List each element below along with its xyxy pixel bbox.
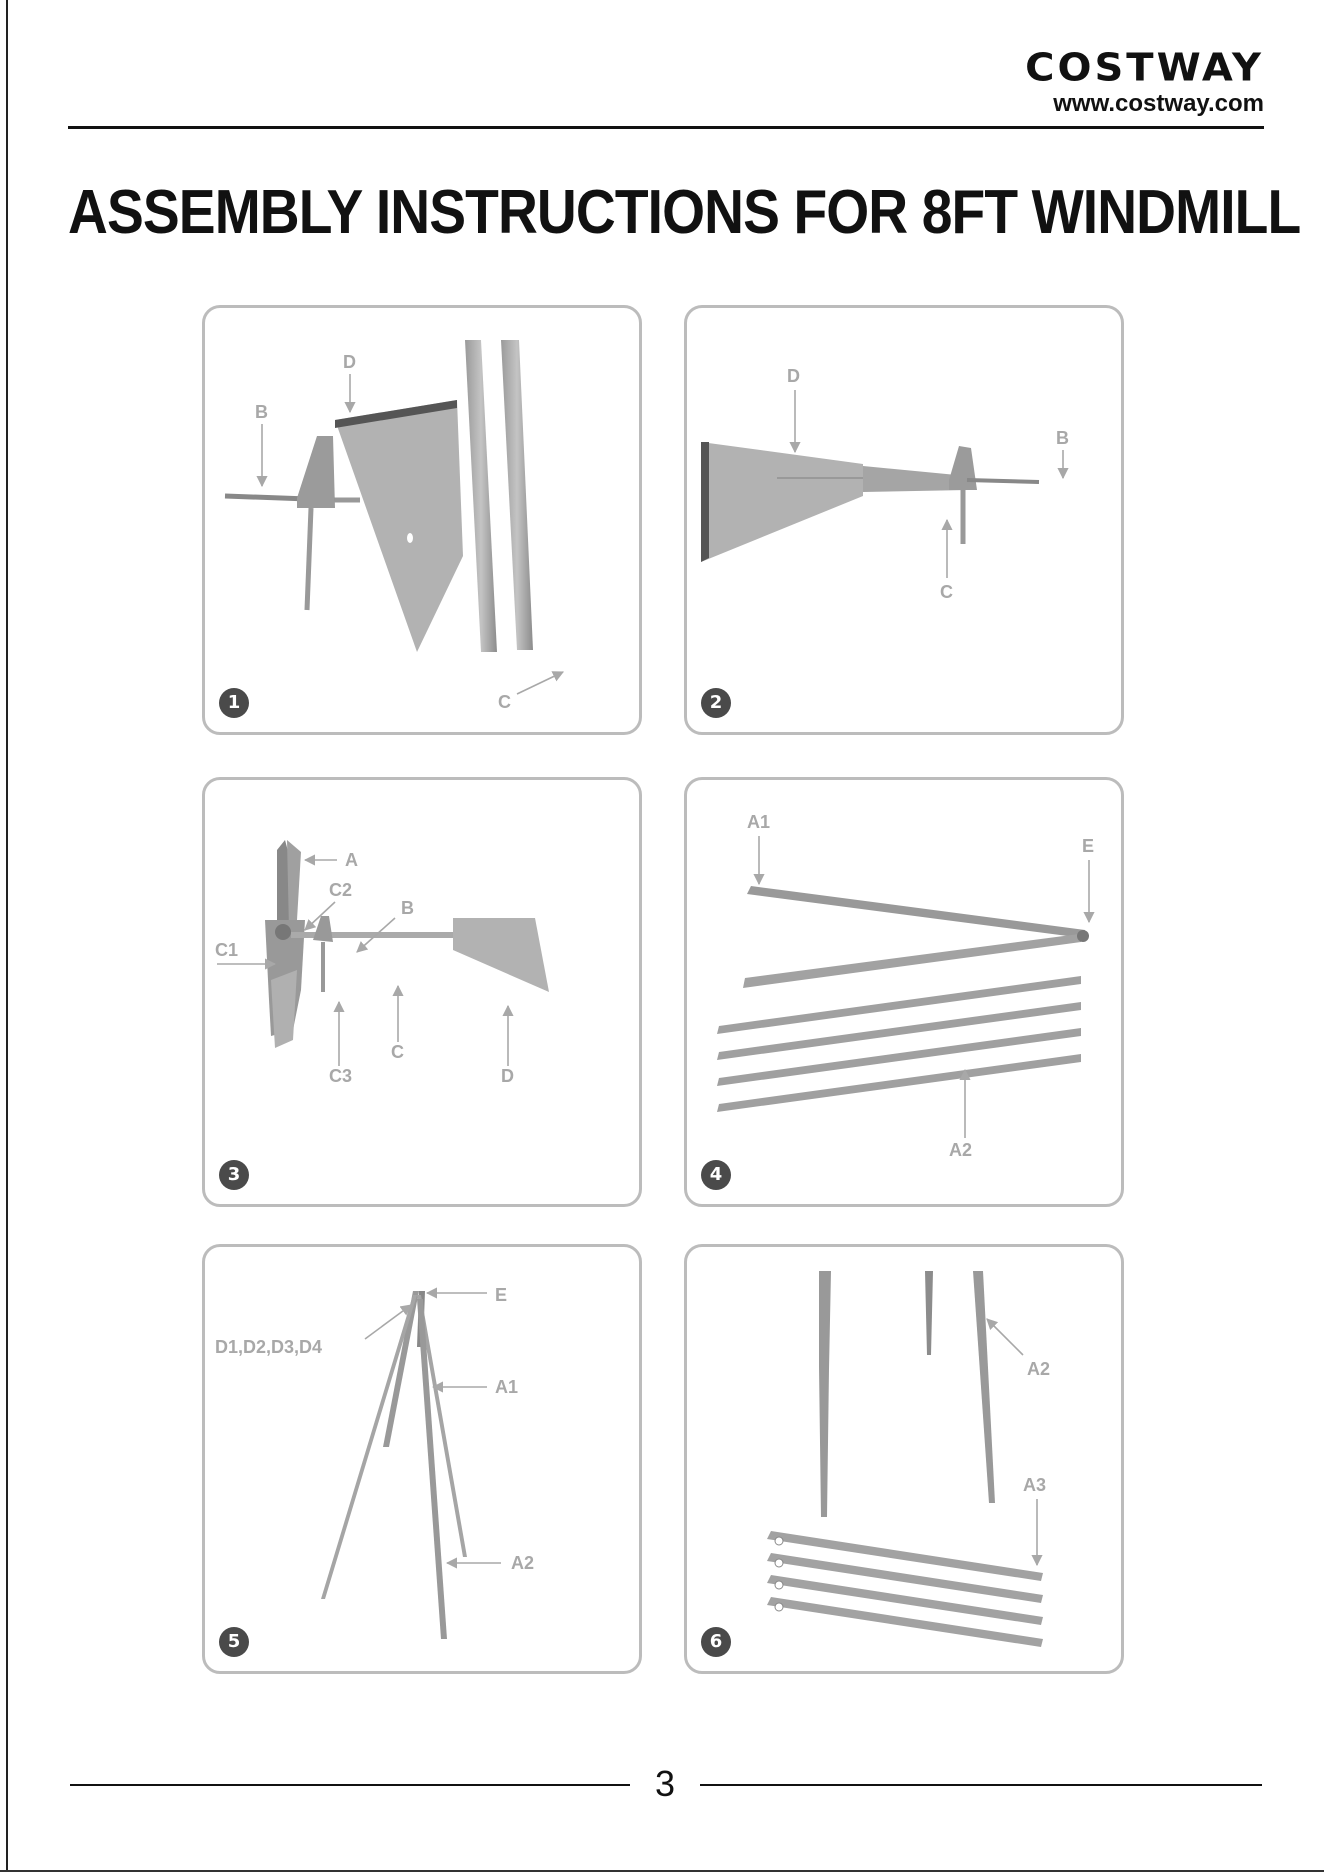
brand-logo: COSTWAY [1025, 46, 1264, 90]
step-4-illustration [687, 780, 1121, 1204]
step-2-illustration [687, 308, 1121, 732]
label-a2: A2 [511, 1553, 535, 1573]
label-a3: A3 [1023, 1475, 1047, 1495]
step-2-panel [684, 305, 1124, 735]
label-a1: A1 [747, 812, 771, 832]
label-c: C [498, 692, 511, 712]
step-6-illustration [687, 1247, 1121, 1671]
label-d: D [343, 352, 356, 372]
label-c2: C2 [329, 880, 353, 900]
step-3-illustration [205, 780, 639, 1204]
label-a2: A2 [1027, 1359, 1051, 1379]
step-number-badge: 4 [701, 1160, 731, 1190]
label-d: D [787, 366, 800, 386]
step-5-panel [202, 1244, 642, 1674]
label-b: B [401, 898, 414, 918]
page-title: ASSEMBLY INSTRUCTIONS FOR 8FT WINDMILL [68, 178, 1301, 247]
header-divider [68, 126, 1264, 129]
label-c: C [940, 582, 953, 602]
footer-divider-left [70, 1784, 630, 1786]
step-number-badge: 1 [219, 688, 249, 718]
step-5-illustration [205, 1247, 639, 1671]
footer-divider-right [700, 1784, 1262, 1786]
page-number: 3 [654, 1763, 676, 1804]
label-e: E [1082, 836, 1095, 856]
brand-url: www.costway.com [1053, 90, 1264, 117]
label-a: A [345, 850, 358, 870]
step-number-badge: 3 [219, 1160, 249, 1190]
step-1-illustration [205, 308, 639, 732]
label-b: B [1056, 428, 1069, 448]
step-3-panel [202, 777, 642, 1207]
step-4-panel [684, 777, 1124, 1207]
left-margin-rule [6, 0, 8, 1872]
step-6-panel [684, 1244, 1124, 1674]
step-number-badge: 2 [701, 688, 731, 718]
brand-header [1025, 46, 1264, 118]
label-a1: A1 [495, 1377, 519, 1397]
label-c: C [391, 1042, 404, 1062]
step-number-badge: 6 [701, 1627, 731, 1657]
label-d: D [501, 1066, 514, 1086]
step-1-panel [202, 305, 642, 735]
label-b: B [255, 402, 268, 422]
label-e: E [495, 1285, 508, 1305]
label-c3: C3 [329, 1066, 353, 1086]
step-number-badge: 5 [219, 1627, 249, 1657]
label-a2: A2 [949, 1140, 973, 1160]
label-c1: C1 [215, 940, 239, 960]
label-d: D1,D2,D3,D4 [215, 1337, 323, 1357]
